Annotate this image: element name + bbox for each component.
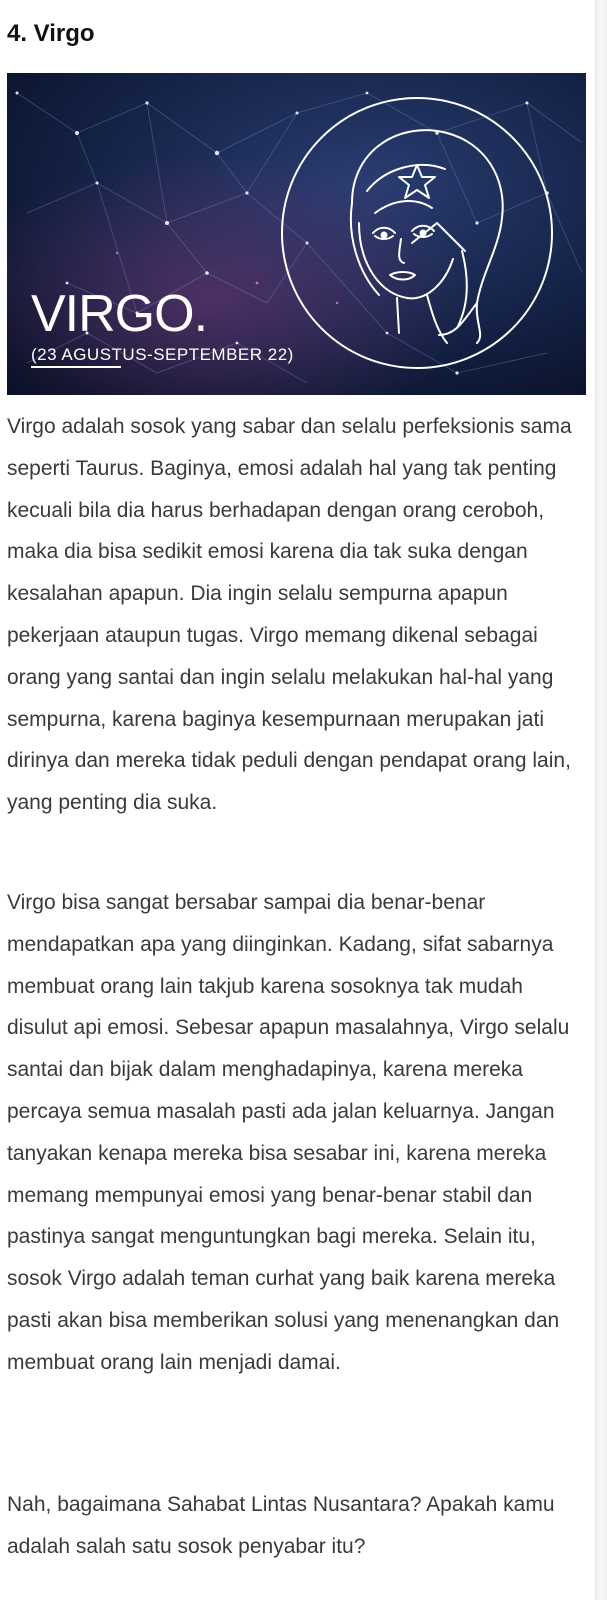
page-scrollbar[interactable] xyxy=(595,0,607,1600)
paragraph-2: Virgo bisa sangat bersabar sampai dia benar-benar mendapatkan apa yang diinginkan. Kadang, sifat sabarnya membuat orang lain takjub karena sosoknya tak mudah disulut api emosi. Sebesar apapun masalahnya, Virgo selalu santai dan bijak dalam menghadapinya, karena mereka percaya semua masalah pasti ada jalan keluarnya. Jangan tanyakan kenapa mereka bisa sesabar ini, karena mereka memang mempunyai emosi yang benar-benar stabil dan pastinya sangat menguntungkan bagi mereka. Selain itu, sosok Virgo adalah teman curhat yang baik karena mereka pasti akan bisa memberikan solusi yang menenangkan dan membuat orang lain menjadi damai. xyxy=(7,891,570,1374)
scrollbar-thumb[interactable] xyxy=(598,0,604,1600)
paragraph-3: Nah, bagaimana Sahabat Lintas Nusantara? Apakah kamu adalah salah satu sosok penyabar itu? xyxy=(7,1493,555,1558)
section-heading: 4. Virgo xyxy=(7,20,95,47)
hero-underline xyxy=(31,366,121,368)
virgo-hero-image xyxy=(7,73,586,395)
paragraph-1: Virgo adalah sosok yang sabar dan selalu perfeksionis sama seperti Taurus. Baginya, emosi adalah hal yang tak penting kecuali bila dia harus berhadapan dengan orang ceroboh, maka dia bisa sedikit emosi karena dia tak suka dengan kesalahan apapun. Dia ingin selalu sempurna apapun pekerjaan ataupun tugas. Virgo memang dikenal sebagai orang yang santai dan ingin selalu melakukan hal-hal yang sempurna, karena baginya kesempurnaan merupakan jati dirinya dan mereka tidak peduli dengan pendapat orang lain, yang penting dia suka. xyxy=(7,415,572,815)
hero-title: VIRGO. xyxy=(31,285,208,343)
hero-dates: (23 AGUSTUS-SEPTEMBER 22) xyxy=(31,345,294,364)
virgo-hero-graphic xyxy=(7,73,586,395)
